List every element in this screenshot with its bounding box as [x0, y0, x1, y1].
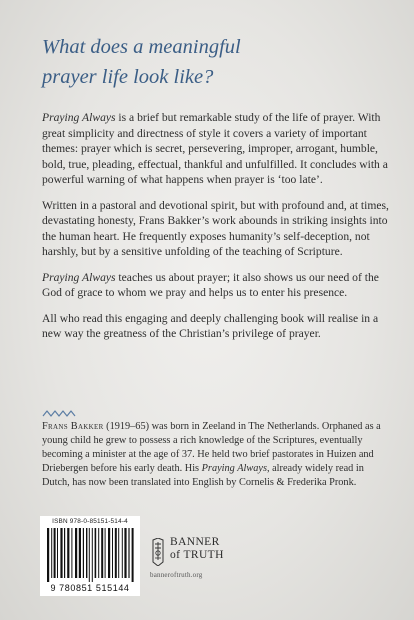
banner-of-truth-logo-icon [150, 538, 166, 566]
headline [42, 32, 382, 92]
barcode-bar [92, 528, 93, 582]
book-title: Praying Always [201, 463, 267, 474]
barcode-bar [115, 528, 117, 578]
barcode-bar [124, 528, 126, 578]
blurb-paragraph-2: Written in a pastoral and devotional spirit, but with profound and, at times, devastating honesty, Frans Bakker’s work abounds in striking insights into the human heart. He frequently exposes humanity’s self-deception, not harshly, but by a sensitive unfolding of the teaching of Scripture. [42, 198, 389, 258]
barcode-bar [105, 528, 106, 578]
publisher-url: banneroftruth.org [150, 571, 203, 579]
barcode-bar [98, 528, 99, 578]
barcode-bar [128, 528, 129, 578]
barcode-bar [118, 528, 119, 578]
barcode-bar [64, 528, 65, 578]
barcode [40, 516, 140, 596]
barcode-bar [75, 528, 77, 578]
barcode-bar [112, 528, 113, 578]
barcode-bar [47, 528, 49, 582]
isbn-digits: 9 780851 515144 [50, 583, 130, 593]
publisher-name-line-1: BANNER [170, 536, 220, 548]
publisher-logo [150, 536, 240, 596]
barcode-bar [101, 528, 103, 578]
barcode-bar [132, 528, 134, 582]
barcode-bars [46, 528, 134, 582]
isbn-label: ISBN 978-0-85151-514-4 [52, 518, 128, 525]
book-title: Praying Always [42, 111, 116, 124]
barcode-bar [108, 528, 110, 578]
publisher-name [170, 536, 224, 561]
author-name: Frans Bakker [42, 421, 104, 432]
barcode-bar [89, 528, 90, 582]
headline-line-1: What does a meaningful [42, 36, 241, 58]
blurb-paragraph-3: Praying Always teaches us about prayer; it also shows us our need of the God of grace to whom we pray and helps us to enter his presence. [42, 270, 379, 299]
barcode-bar [57, 528, 58, 578]
blurb-paragraph-4: All who read this engaging and deeply challenging book will realise in a new way the greatness of the Christian’s privilege of prayer. [42, 311, 379, 340]
barcode-bar [95, 528, 97, 578]
barcode-bar [79, 528, 81, 578]
barcode-bar [86, 528, 87, 578]
publisher-name-line-2: of TRUTH [170, 548, 224, 561]
headline-line-2: prayer life look like? [42, 66, 214, 88]
book-title: Praying Always [42, 270, 116, 284]
barcode-bar [122, 528, 123, 578]
barcode-bar [60, 528, 62, 578]
blurb-paragraph-1: Praying Always is a brief but remarkable study of the life of prayer. With great simplicity and directness of style it covers a variety of important themes: prayer which is secret, persevering, improper, arrogant, humble, bold, true, pleading, effectual, thankful and unfulfilled. It concludes with a powerful warning of what happens when prayer is ‘too late’. [42, 111, 388, 186]
barcode-bar [71, 528, 72, 578]
barcode-bar [67, 528, 69, 578]
author-bio: Frans Bakker (1919–65) was born in Zeeland in The Netherlands. Orphaned as a young child he grew to possess a rich knowledge of the Scriptures, eventually becoming a minister at the age of 37. He held two brief pastorates in Huizen and Driebergen before his early death. His Praying Always, already widely read in Dutch, has now been translated into English by Cornelis & Frederika Pronk. [42, 421, 381, 488]
blurb-body [42, 110, 390, 352]
barcode-bar [54, 528, 56, 578]
barcode-bar [51, 528, 52, 578]
barcode-bar [83, 528, 84, 578]
wave-ornament-icon [42, 408, 82, 418]
